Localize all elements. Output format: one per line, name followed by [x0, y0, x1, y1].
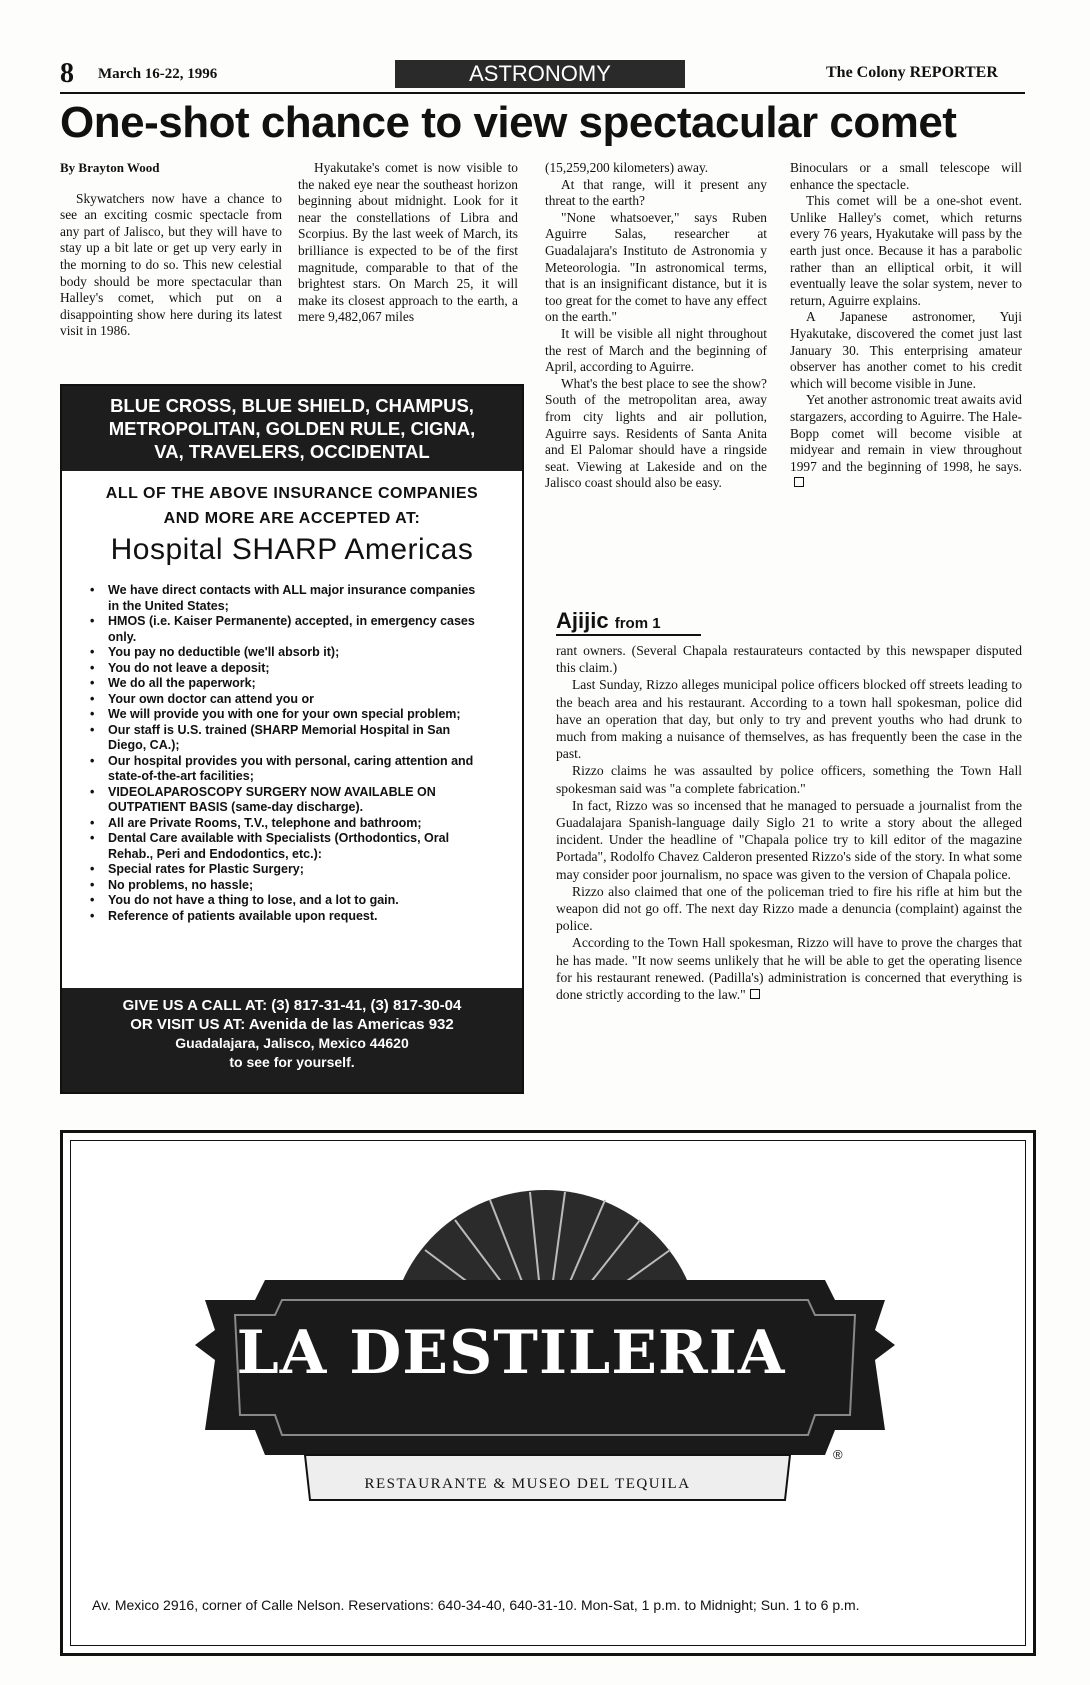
article-paragraph: This comet will be a one-shot event. Unlike Halley's comet, which returns every 76 years, Hyakutake will pass by the earth just once. Because it has a parabolic rather than an elliptical orbit, it will eventually leave the solar system, never to return, Aguirre explains.: [790, 193, 1022, 308]
article-paragraph: Rizzo also claimed that one of the policeman tried to fire his rifle at him but the weapon did not go off. The next day Rizzo made a denuncia (complaint) against the police.: [556, 883, 1022, 934]
hospital-name: Hospital SHARP Americas: [110, 533, 474, 566]
article-paragraph: Binoculars or a small telescope will enhance the spectacle.: [790, 160, 1022, 192]
byline: By Brayton Wood: [60, 160, 160, 175]
list-item: • Reference of patients available upon request.: [90, 909, 488, 925]
article-paragraph: "None whatsoever," says Ruben Aguirre Salas, researcher at Guadalajara's Instituto de Astronomia y Meteorologia. "In astronomical terms, that is an insignificant distance, but it is too great for the comet to have any effect on the earth.": [545, 209, 767, 325]
list-item: • Special rates for Plastic Surgery;: [90, 862, 488, 878]
heading-rule: [556, 634, 701, 636]
article-column-1: [60, 160, 282, 340]
list-item: • HMOS (i.e. Kaiser Permanente) accepted, in emergency cases only.: [90, 614, 488, 645]
registered-mark: ®: [833, 1447, 843, 1462]
article-paragraph: What's the best place to see the show? South of the metropolitan area, away from city lights and air pollution, Aguirre says. Residents of Santa Anita and El Palomar should have a ringside seat. Viewing at Lakeside and on the Jalisco coast should also be easy.: [545, 375, 767, 491]
hospital-ad: [60, 384, 524, 1094]
article-paragraph: rant owners. (Several Chapala restaurateurs contacted by this newspaper disputed this claim.): [556, 643, 1022, 676]
continued-title: Ajijic: [556, 608, 609, 633]
list-item: • You pay no deductible (we'll absorb it);: [90, 645, 488, 661]
article-paragraph: Skywatchers now have a chance to see an exciting cosmic spectacle from any part of Jalisco, but they will have to stay up a bit late or get up very early in the morning to do so. This new celestial body should be more spectacular than Halley's comet, which put on a disappointing show here during its latest visit in 1986.: [60, 190, 282, 339]
article-column-3: [545, 160, 767, 492]
list-item: • No problems, no hassle;: [90, 878, 488, 894]
benefits-list: [90, 583, 522, 924]
list-item: • Your own doctor can attend you or: [90, 692, 488, 708]
article-paragraph: In fact, Rizzo was so incensed that he managed to persuade a journalist from the Guadalajara Spanish-language daily Siglo 21 to write a story about the alleged incident. Under the headline of "Chapala police try to kill editor of the magazine Portada", Rodolfo Chavez Calderon presented Rizzo's side of the story. In what some may consider poor journalism, no space was given to the version of Chapala police.: [556, 797, 1022, 882]
list-item: • Our hospital provides you with personal, caring attention and state-of-the-art facilities;: [90, 754, 488, 785]
contact-banner: GIVE US A CALL AT: (3) 817-31-41, (3) 817-30-04 OR VISIT US AT: Avenida de las Americas 932 Guadalajara, Jalisco, Mexico 44620 to see for yourself.: [62, 988, 522, 1092]
restaurant-subtitle: RESTAURANTE & MUSEO DEL TEQUILA: [364, 1476, 691, 1492]
list-item: • You do not have a thing to lose, and a lot to gain.: [90, 893, 488, 909]
newspaper-name: The Colony REPORTER: [826, 64, 998, 81]
list-item: • Our staff is U.S. trained (SHARP Memorial Hospital in San Diego, CA.);: [90, 723, 488, 754]
article-paragraph: (15,259,200 kilometers) away.: [545, 160, 709, 175]
list-item: • We will provide you with one for your own special problem;: [90, 707, 488, 723]
article-paragraph: A Japanese astronomer, Yuji Hyakutake, discovered the comet just last January 30. This enterprising amateur observer has another comet to his credit which will become visible in June.: [790, 309, 1022, 391]
list-item: • Dental Care available with Specialists (Orthodontics, Oral Rehab., Peri and Endodontics, etc.):: [90, 831, 488, 862]
restaurant-logo-art: [60, 1130, 1030, 1650]
list-item: • All are Private Rooms, T.V., telephone and bathroom;: [90, 816, 488, 832]
page-number: 8: [60, 58, 74, 89]
list-item: • We do all the paperwork;: [90, 676, 488, 692]
article-paragraph: It will be visible all night throughout the rest of March and the beginning of April, according to Aguirre.: [545, 325, 767, 375]
accepted-statement: ALL OF THE ABOVE INSURANCE COMPANIES AND MORE ARE ACCEPTED AT:: [105, 485, 479, 527]
list-item: • You do not leave a deposit;: [90, 661, 488, 677]
article-paragraph: Rizzo claims he was assaulted by police officers, something the Town Hall spokesman said was "a complete fabrication.": [556, 763, 1022, 796]
restaurant-name: LA DESTILERIA: [236, 1318, 786, 1388]
article-column-4: [790, 160, 1022, 492]
list-item: • We have direct contacts with ALL major insurance companies in the United States;: [90, 583, 488, 614]
header-rule: [60, 92, 1025, 94]
end-mark-icon: [794, 477, 804, 487]
end-mark-icon: [750, 989, 760, 999]
section-label: ASTRONOMY: [395, 60, 685, 88]
article-column-2: [298, 160, 518, 326]
restaurant-address: Av. Mexico 2916, corner of Calle Nelson. Reservations: 640-34-40, 640-31-10. Mon-Sat, 1 p.m. to Midnight; Sun. 1 to 6 p.m.: [92, 1597, 860, 1613]
continued-article: [556, 642, 1022, 1003]
list-item: • VIDEOLAPAROSCOPY SURGERY NOW AVAILABLE ON OUTPATIENT BASIS (same-day discharge).: [90, 785, 488, 816]
article-paragraph: Last Sunday, Rizzo alleges municipal police officers blocked off streets leading to the beach area and his restaurant. According to a town hall spokesman, police did have an operation that day, but only to try and prevent youths who had drunk to much from making a nuisance of themselves, as has frequently been the case in the past.: [556, 677, 1022, 762]
article-paragraph: According to the Town Hall spokesman, Rizzo will have to prove the charges that he has made. "It now seems unlikely that he will be able to get the operating lisence for his restaurant renewed. (Padilla's) administration is concerned that everything is done strictly according to the law.": [556, 935, 1022, 1003]
headline: One-shot chance to view spectacular comet: [60, 98, 957, 147]
article-paragraph: At that range, will it present any threat to the earth?: [545, 176, 767, 209]
article-paragraph: Hyakutake's comet is now visible to the naked eye near the southeast horizon beginning about midnight. Look for it near the constellations of Libra and Scorpius. By the last week of March, its brilliance is expected to be of the first magnitude, comparable to that of the brightest stars. On March 25, it will make its closest approach to the earth, a mere 9,482,067 miles: [298, 160, 518, 325]
insurance-list-banner: BLUE CROSS, BLUE SHIELD, CHAMPUS, METROPOLITAN, GOLDEN RULE, CIGNA, VA, TRAVELERS, OCCIDENTAL: [62, 386, 522, 471]
continued-heading: [556, 608, 661, 634]
issue-date: March 16-22, 1996: [98, 66, 218, 82]
article-paragraph: Yet another astronomic treat awaits avid stargazers, according to Aguirre. The Hale-Bopp comet will become visible at midyear and remain in view throughout 1997 and the beginning of 1998, he says.: [790, 392, 1022, 492]
continued-from: from 1: [614, 615, 661, 632]
